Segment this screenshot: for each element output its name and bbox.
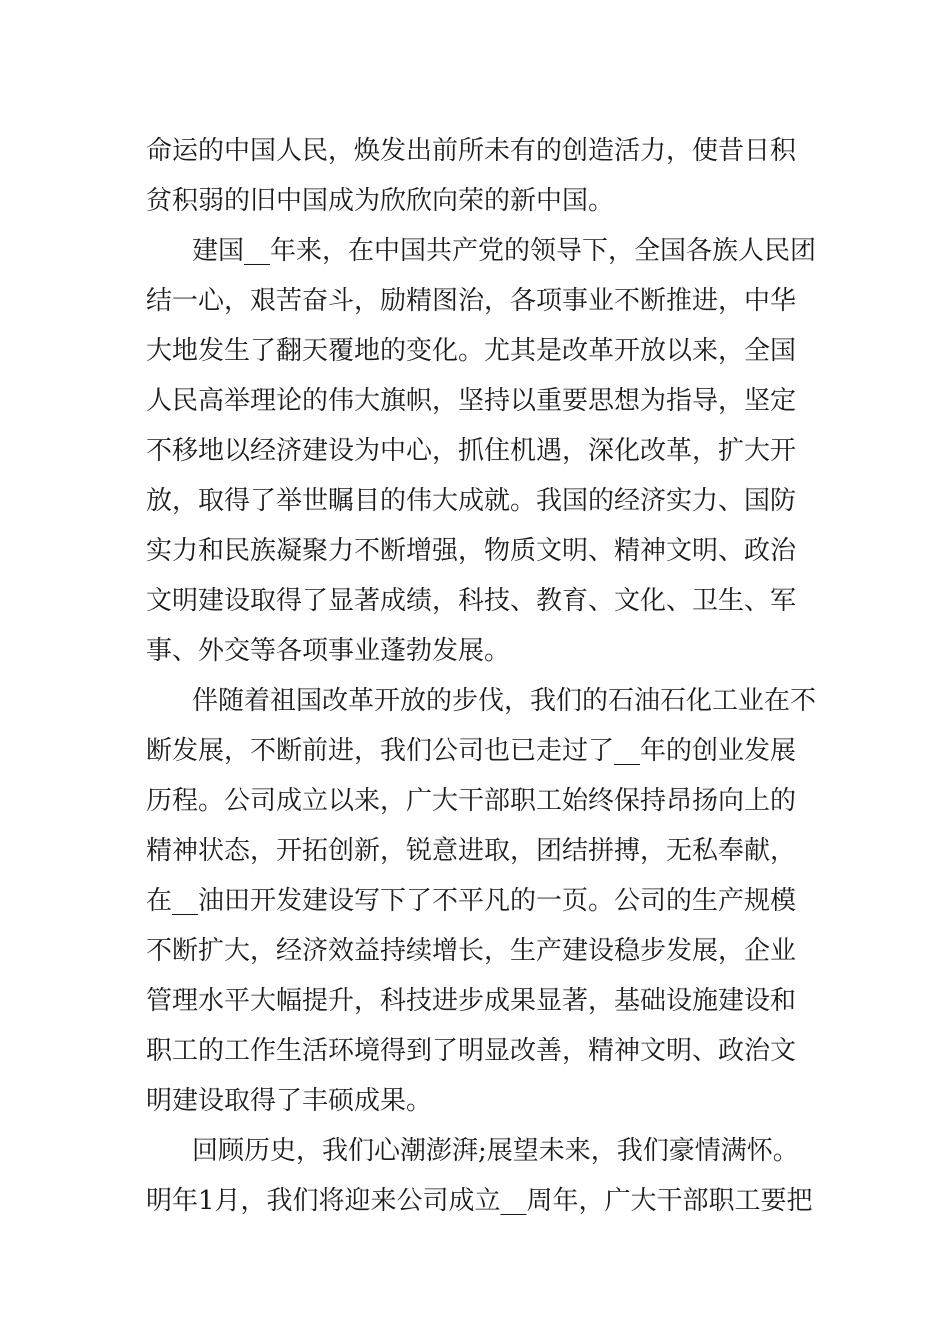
paragraph-line: 历程。公司成立以来，广大干部职工始终保持昂扬向上的 xyxy=(146,786,797,816)
paragraph-line: 明建设取得了丰硕成果。 xyxy=(146,1086,433,1116)
paragraph-line: 伴随着祖国改革开放的步伐，我们的石油石化工业在不 xyxy=(192,686,817,716)
paragraph-line: 不移地以经济建设为中心，抓住机遇，深化改革，扩大开 xyxy=(146,436,797,466)
paragraph-line: 精神状态，开拓创新，锐意进取，团结拼搏，无私奉献， xyxy=(146,836,797,866)
paragraph-line: 人民高举理论的伟大旗帜，坚持以重要思想为指导，坚定 xyxy=(146,386,797,416)
paragraph-line: 大地发生了翻天覆地的变化。尤其是改革开放以来，全国 xyxy=(146,336,797,366)
body-text xyxy=(146,126,826,1226)
paragraph-line: 文明建设取得了显著成绩，科技、教育、文化、卫生、军 xyxy=(146,586,797,616)
paragraph-line: 断发展，不断前进，我们公司也已走过了__年的创业发展 xyxy=(146,736,797,766)
paragraph-line: 贫积弱的旧中国成为欣欣向荣的新中国。 xyxy=(146,186,615,216)
paragraph-line: 管理水平大幅提升，科技进步成果显著，基础设施建设和 xyxy=(146,986,797,1016)
paragraph-line: 事、外交等各项事业蓬勃发展。 xyxy=(146,636,511,666)
paragraph-line: 在__油田开发建设写下了不平凡的一页。公司的生产规模 xyxy=(146,886,797,916)
paragraph-line: 放，取得了举世瞩目的伟大成就。我国的经济实力、国防 xyxy=(146,486,797,516)
paragraph-line: 结一心，艰苦奋斗，励精图治，各项事业不断推进，中华 xyxy=(146,286,797,316)
paragraph-line: 回顾历史，我们心潮澎湃;展望未来，我们豪情满怀。 xyxy=(192,1136,799,1166)
paragraph-line: 不断扩大，经济效益持续增长，生产建设稳步发展，企业 xyxy=(146,936,797,966)
paragraph-line: 明年1月，我们将迎来公司成立__周年，广大干部职工要把 xyxy=(146,1186,813,1216)
paragraph-line: 建国__年来，在中国共产党的领导下，全国各族人民团 xyxy=(192,236,817,266)
paragraph-line: 实力和民族凝聚力不断增强，物质文明、精神文明、政治 xyxy=(146,536,797,566)
paragraph-line: 命运的中国人民，焕发出前所未有的创造活力，使昔日积 xyxy=(146,136,797,166)
paragraph-line: 职工的工作生活环境得到了明显改善，精神文明、政治文 xyxy=(146,1036,797,1066)
